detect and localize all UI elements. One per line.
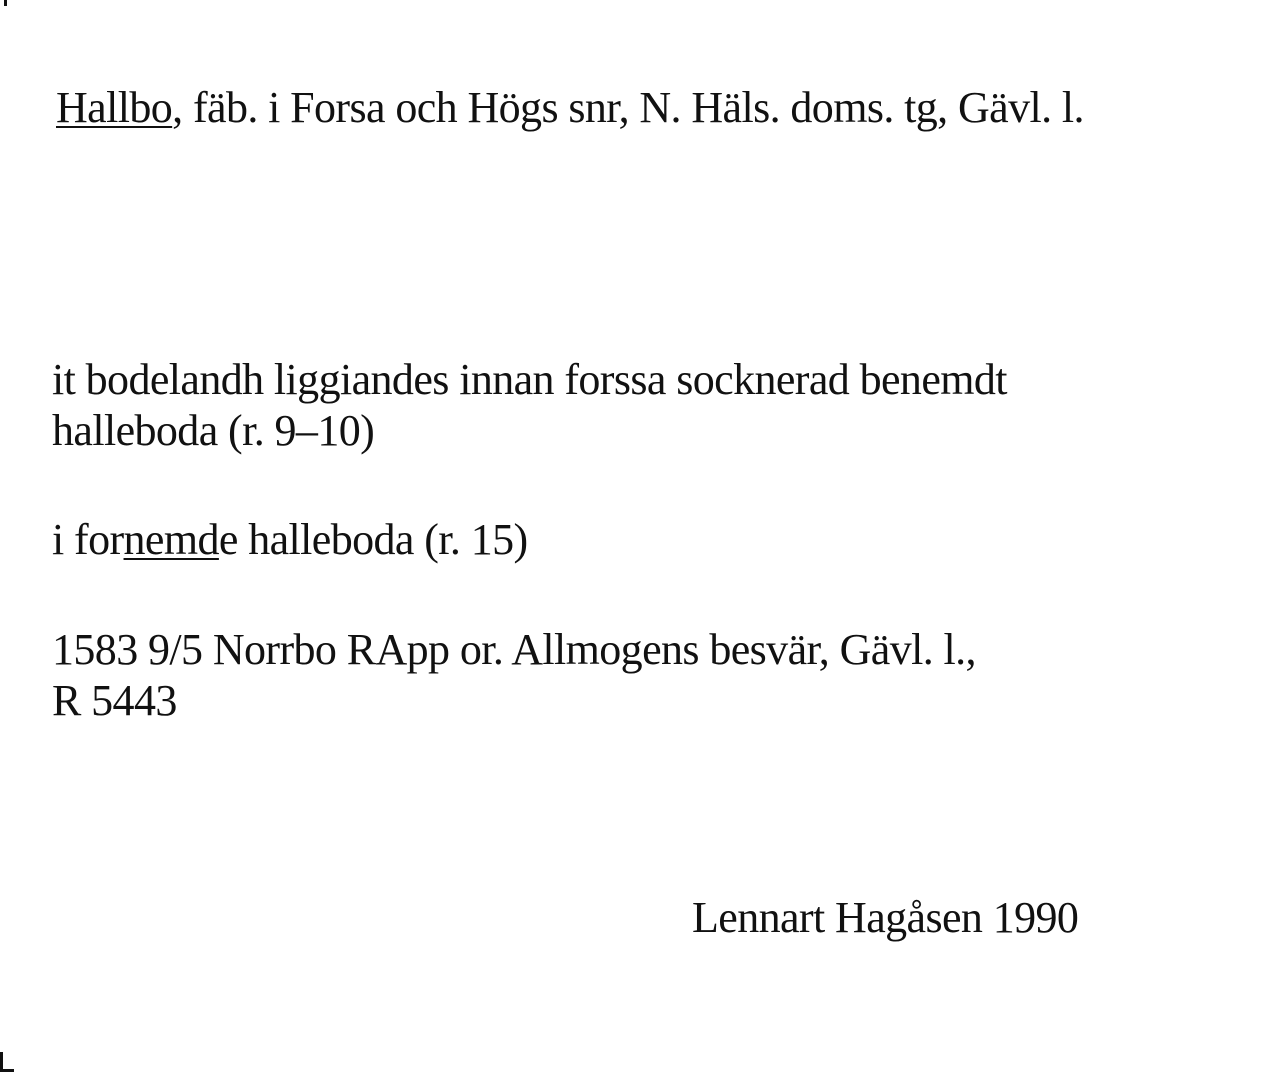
quote2-underlined: nemd <box>123 515 219 564</box>
entry-header-rest: , fäb. i Forsa och Högs snr, N. Häls. doms. tg, Gävl. l. <box>172 83 1084 132</box>
signature: Lennart Hagåsen 1990 <box>692 893 1079 942</box>
scan-corner-mark <box>0 1052 14 1072</box>
quote2-before: i for <box>52 515 124 564</box>
quote2-after: e halleboda (r. 15) <box>218 515 528 564</box>
entry-header <box>56 83 1284 133</box>
quote2-line <box>52 515 528 565</box>
scan-corner-tick <box>4 0 7 6</box>
entry-headword: Hallbo <box>56 83 173 132</box>
quote1-line2: halleboda (r. 9–10) <box>52 406 375 455</box>
source-line2: R 5443 <box>52 676 177 725</box>
quote1-line1: it bodelandh liggiandes innan forssa socknerad benemdt <box>52 355 1007 404</box>
source-line1: 1583 9/5 Norrbo RApp or. Allmogens besvär, Gävl. l., <box>52 625 976 674</box>
